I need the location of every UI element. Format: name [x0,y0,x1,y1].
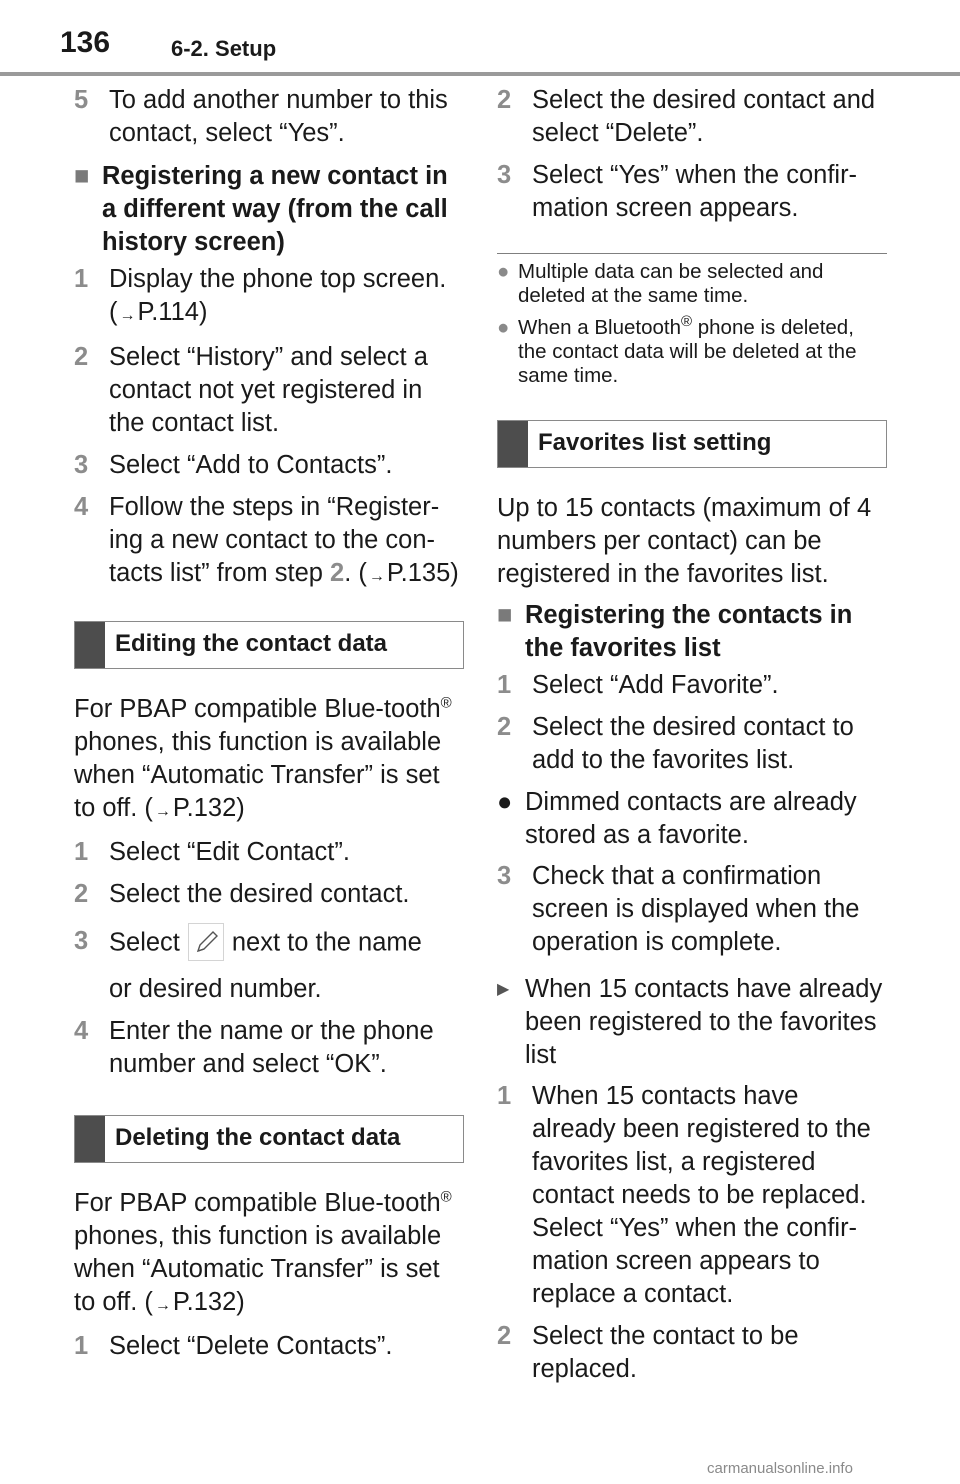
delete-intro-paragraph: For PBAP compatible Blue-tooth® phones, this function is available when “Automatic Transfer” is set to off. ( →P.132) [74,1188,452,1316]
step-number: 2 [497,713,512,741]
arrow-right-icon: → [368,568,385,585]
step-number: 2 [497,1322,512,1350]
section-title: 6-2. Setup [171,36,277,61]
step-number: 2 [74,880,89,908]
step-text: Follow the steps in “Register-ing a new contact to the con-tacts list” from step [109,493,440,587]
subheading-text: Registering a new contact in a different way (from the call history screen) [102,162,448,256]
delete-step-2 [497,84,887,150]
subheading-text: Registering the contacts in the favorites list [525,601,853,662]
step-number: 3 [497,862,512,890]
registered-mark: ® [680,313,693,331]
step-text: Select the desired contact and select “Delete”. [532,86,876,147]
square-marker-icon: ■ [74,162,90,190]
step-number: 2 [74,343,89,371]
pencil-icon [188,923,224,961]
step-text: Select “Yes” when the confir-mation screen appears. [532,161,858,222]
step-number: 1 [497,671,512,699]
step-text: Select “History” and select a contact not yet registered in the contact list. [109,343,428,437]
favorites-intro-paragraph: Up to 15 contacts (maximum of 4 numbers per contact) can be registered in the favorites list. [497,494,872,588]
arrow-right-icon: → [119,307,136,324]
step-5-add-number [74,84,464,150]
note-bluetooth-delete: ● When a Bluetooth® phone is deleted, the contact data will be deleted at the same time. [497,313,857,387]
note-text: When a Bluetooth [518,316,681,339]
edit-intro-paragraph: For PBAP compatible Blue-tooth® phones, this function is available when “Automatic Transfer” is set to off. ( →P.132) [74,694,452,822]
circle-bullet-icon: ● [497,260,510,283]
condition-text: When 15 contacts have already been registered to the favorites list [525,975,883,1069]
step-text: Check that a confirmation screen is displayed when the operation is complete. [532,862,860,956]
step-text: Select the desired contact. [109,880,410,908]
circle-bullet-icon: ● [497,316,510,339]
note-text: Multiple data can be selected and deleted at the same time. [518,260,824,307]
square-marker-icon: ■ [497,601,513,629]
delete-step-3 [497,159,887,225]
step-text: Select the desired contact to add to the favorites list. [532,713,854,774]
step-4-follow-steps: 4 Follow the steps in “Register-ing a new contact to the con-tacts list” from step 2. ( →P.135) [74,493,459,587]
step-number: 3 [74,451,89,479]
header-rule [0,72,960,76]
step-reference: 2 [330,559,345,587]
note-multiple-delete [497,260,887,308]
condition-full-favorites [497,973,887,1072]
page-reference[interactable]: P.132 [172,794,237,822]
registered-mark: ® [440,1188,452,1206]
section-box-bar [75,622,105,668]
edit-step-1 [74,836,464,869]
step-text: Display the phone top screen. ( [109,265,447,326]
step-number: 5 [74,86,89,114]
replace-step-2 [497,1320,887,1386]
step-text: Enter the name or the phone number and select “OK”. [109,1017,434,1078]
step-text: Select “Add Favorite”. [532,671,779,699]
circle-bullet-icon: ● [497,788,513,816]
step-number: 3 [497,161,512,189]
left-column [74,84,464,1372]
step-3-add-to-contacts [74,449,464,482]
registered-mark: ® [440,694,452,712]
step-text: Select “Add to Contacts”. [109,451,393,479]
delete-step-1 [74,1330,464,1363]
arrow-right-icon: → [154,1297,171,1314]
bullet-text: Dimmed contacts are already stored as a favorite. [525,788,857,849]
page-number: 136 [60,26,111,59]
favorite-step-3 [497,860,887,959]
step-text: next to the name [231,928,422,957]
step-number: 3 [74,927,89,955]
triangle-right-icon: ▶ [497,981,510,998]
step-number: 2 [497,86,512,114]
step-text: Select the contact to be replaced. [532,1322,799,1383]
section-box-favorites [497,420,887,468]
step-number: 4 [74,1017,89,1045]
step-2-select-history [74,341,464,440]
section-box-editing-contact [74,621,464,669]
step-text: Select “Edit Contact”. [109,838,350,866]
watermark: carmanualsonline.info [707,1460,853,1477]
step-number: 1 [74,838,89,866]
step-text: To add another number to this contact, select “Yes”. [109,86,448,147]
favorite-step-1 [497,669,887,702]
bullet-dimmed-contacts [497,786,887,852]
section-box-bar [498,421,528,467]
page-reference[interactable]: P.114 [137,298,199,326]
edit-step-2 [74,878,464,911]
step-number: 1 [497,1082,512,1110]
edit-step-4 [74,1015,464,1081]
section-box-title: Favorites list setting [538,429,772,456]
right-column [497,84,887,1395]
page-reference[interactable]: P.135 [386,559,451,587]
page-header [0,0,960,78]
section-box-deleting-contact [74,1115,464,1163]
step-text: Select “Delete Contacts”. [109,1332,393,1360]
step-text: When 15 contacts have already been registered to the favorites list, a registered contact needs to be replaced. Select “Yes” when the confir-mation screen appears to replace a contact. [532,1082,871,1308]
page-reference[interactable]: P.132 [172,1288,237,1316]
step-text-continued: or desired number. [109,975,322,1003]
subheading-register-from-history [74,160,464,259]
step-number: 4 [74,493,89,521]
step-1-display-phone-top: 1 Display the phone top screen. ( →P.114) [74,265,447,326]
section-box-title: Deleting the contact data [115,1124,401,1151]
section-box-bar [75,1116,105,1162]
step-number: 1 [74,1332,89,1360]
edit-step-3 [74,925,464,1006]
arrow-right-icon: → [154,803,171,820]
section-box-title: Editing the contact data [115,630,388,657]
step-number: 1 [74,265,89,293]
replace-step-1 [497,1080,887,1311]
step-text: Select [109,928,180,957]
notes-divider [497,253,887,254]
favorite-step-2 [497,711,887,777]
subheading-register-favorites [497,599,887,665]
